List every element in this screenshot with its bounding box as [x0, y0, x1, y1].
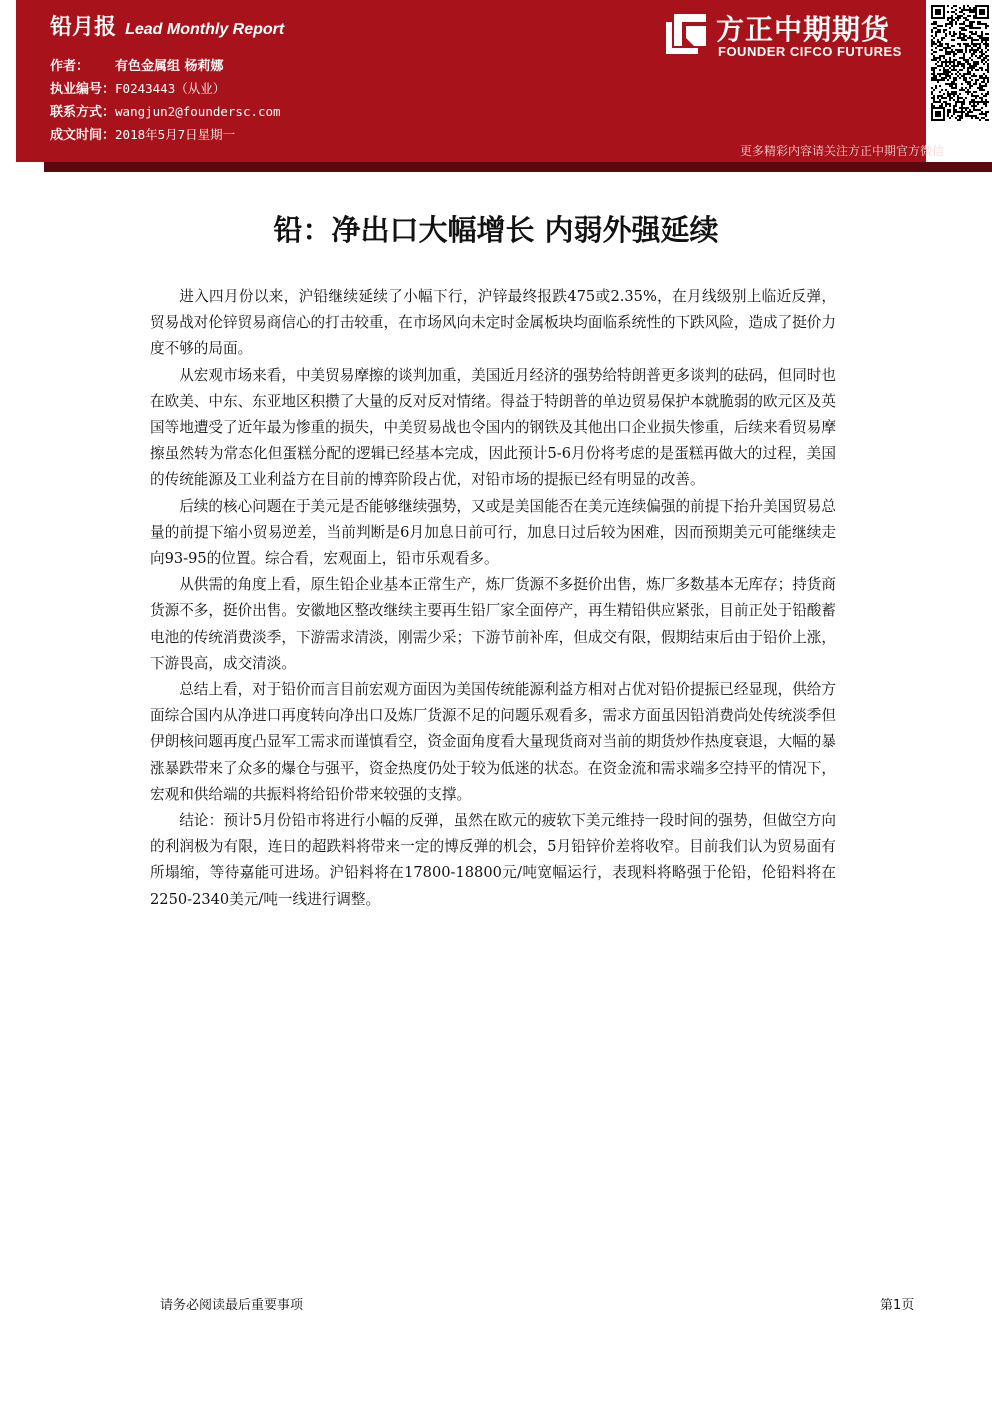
contact-value: wangjun2@foundersc.com — [115, 104, 281, 119]
contact-label: 联系方式： — [50, 105, 116, 120]
document-title: 铅：净出口大幅增长 内弱外强延续 — [273, 213, 719, 247]
license-row — [50, 78, 281, 101]
company-name-cn: 方正中期期货 — [716, 13, 891, 46]
author-value: 有色金属组 杨莉娜 — [115, 59, 224, 74]
company-logo — [664, 8, 920, 68]
license-value: F0243443（从业） — [115, 81, 226, 96]
founder-logo-icon — [664, 12, 708, 56]
page-number: 第1页 — [880, 1298, 915, 1313]
qr-code-panel — [926, 0, 992, 126]
date-value: 2018年5月7日星期一 — [115, 127, 236, 142]
paragraph-6: 结论：预计5月份铅市将进行小幅的反弹，虽然在欧元的疲软下美元维持一段时间的强势，但做空方向的利润极为有限，连日的超跌料将带来一定的博反弹的机会，5月铅锌价差将收窄。目前我们认为贸易面有所塌缩，等待嘉能可进场。沪铅料将在17800-18800元/吨宽幅运行，表现料将略强于伦铅，伦铅料将在2250-2340美元/吨一线进行调整。 — [150, 812, 836, 908]
license-label: 执业编号： — [50, 82, 116, 97]
paragraph-1: 进入四月份以来，沪铅继续延续了小幅下行，沪锌最终报跌475或2.35%，在月线级别上临近反弹，贸易战对伦锌贸易商信心的打击较重，在市场风向未定时金属板块均面临系统性的下跌风险，造成了挺价力度不够的局面。 — [150, 288, 836, 358]
document-body — [150, 284, 836, 913]
date-label: 成文时间： — [50, 128, 116, 143]
paragraph-5: 总结上看，对于铅价而言目前宏观方面因为美国传统能源利益方相对占优对铅价提振已经显现，供给方面综合国内从净进口再度转向净出口及炼厂货源不足的问题乐观看多，需求方面虽因铅消费尚处传统淡季但伊朗核问题再度凸显军工需求而谨慎看空，资金面角度看大量现货商对当前的期货炒作热度衰退，大幅的暴涨暴跌带来了众多的爆仓与强平，资金热度仍处于较为低迷的状态。在资金流和需求端多空持平的情况下，宏观和供给端的共振料将给铅价带来较强的支撑。 — [150, 681, 836, 803]
contact-row — [50, 101, 281, 124]
paragraph-4: 从供需的角度上看，原生铅企业基本正常生产，炼厂货源不多挺价出售，炼厂多数基本无库存；持货商货源不多，挺价出售。安徽地区整改继续主要再生铅厂家全面停产，再生精铅供应紧张，目前正处于铅酸蓄电池的传统消费淡季，下游需求清淡，刚需少采；下游节前补库，但成交有限，假期结束后由于铅价上涨，下游畏高，成交清淡。 — [150, 576, 836, 672]
report-name-cn: 铅月报 — [50, 15, 117, 40]
report-meta — [50, 56, 281, 147]
company-name-en: FOUNDER CIFCO FUTURES — [718, 44, 902, 59]
paragraph-2: 从宏观市场来看，中美贸易摩擦的谈判加重，美国近月经济的强势给特朗普更多谈判的砝码，但同时也在欧美、中东、东亚地区积攒了大量的反对反对情绪。得益于特朗普的单边贸易保护本就脆弱的欧元区及英国等地遭受了近年最为惨重的损失，中美贸易战也令国内的钢铁及其他出口企业损失惨重，后续来看贸易摩擦虽然转为常态化但蛋糕分配的逻辑已经基本完成，因此预计5-6月份将考虑的是蛋糕再做大的过程，美国的传统能源及工业利益方在目前的博弈阶段占优，对铅市场的提振已经有明显的改善。 — [150, 366, 836, 489]
wechat-note: 更多精彩内容请关注方正中期官方微信 — [740, 144, 945, 158]
header-shadow-bar — [44, 162, 992, 172]
qr-code-icon — [931, 5, 989, 121]
author-row — [50, 56, 281, 78]
report-header — [16, 0, 945, 162]
footer-disclaimer: 请务必阅读最后重要事项 — [160, 1298, 304, 1313]
report-name-en: Lead Monthly Report — [125, 21, 285, 38]
paragraph-3: 后续的核心问题在于美元是否能够继续强势，又或是美国能否在美元连续偏强的前提下抬升美国贸易总量的前提下缩小贸易逆差，当前判断是6月加息日前可行，加息日过后较为困难，因而预期美元可能继续走向93-95的位置。综合看，宏观面上，铅市乐观看多。 — [150, 497, 836, 568]
author-label: 作者： — [50, 59, 90, 74]
report-name — [50, 10, 284, 41]
date-row — [50, 124, 281, 147]
